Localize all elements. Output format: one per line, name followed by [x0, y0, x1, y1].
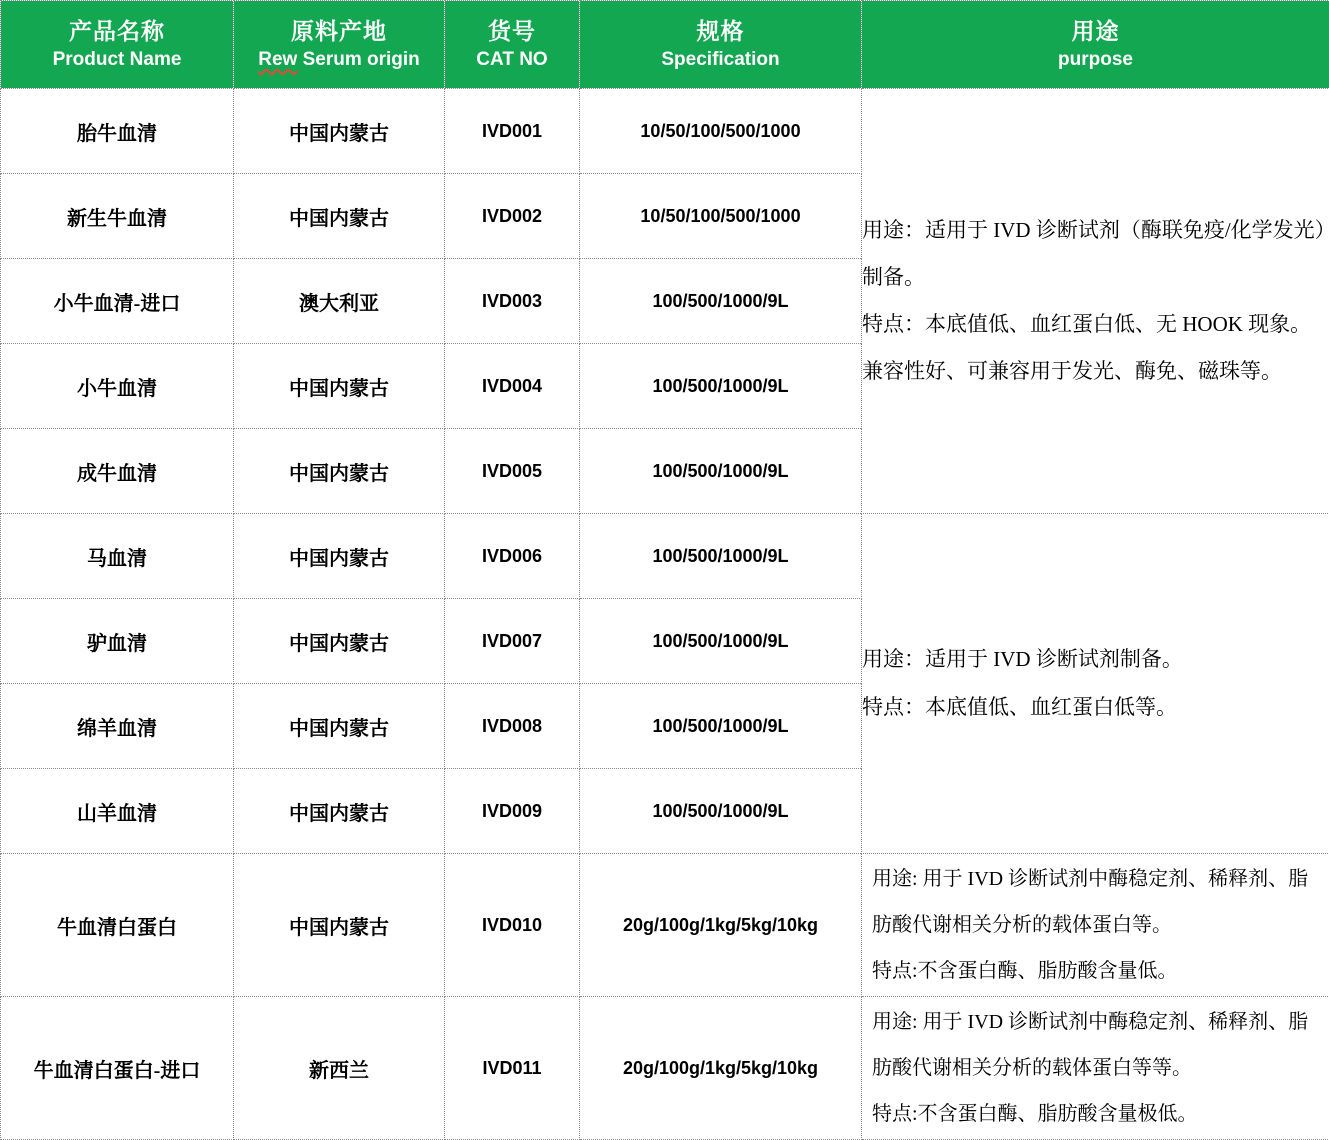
product-name-cell: 小牛血清-进口	[1, 259, 234, 344]
table-row	[1, 854, 1329, 997]
cat-no-cell: IVD009	[445, 769, 580, 854]
purpose-cell-serum-basic	[862, 514, 1329, 854]
header-product-name-en: Product Name	[1, 47, 233, 73]
purpose-usage-text: 用途：适用于 IVD 诊断试剂（酶联免疫/化学发光）制备。	[862, 207, 1329, 302]
spec-cell: 100/500/1000/9L	[580, 344, 862, 429]
spec-cell: 10/50/100/500/1000	[580, 174, 862, 259]
header-specification-zh: 规格	[580, 17, 861, 47]
table-row	[1, 89, 1329, 174]
purpose-usage-text: 用途：适用于 IVD 诊断试剂制备。	[862, 636, 1329, 683]
purpose-cell-bsa-import	[862, 997, 1329, 1140]
cat-no-cell: IVD011	[445, 997, 580, 1140]
product-name-cell: 牛血清白蛋白	[1, 854, 234, 997]
origin-cell: 中国内蒙古	[234, 429, 445, 514]
header-origin-en-rest: Serum origin	[303, 49, 420, 70]
header-specification	[580, 1, 862, 89]
purpose-usage-text: 用途: 用于 IVD 诊断试剂中酶稳定剂、稀释剂、脂肪酸代谢相关分析的载体蛋白等。	[872, 856, 1323, 948]
origin-cell: 新西兰	[234, 997, 445, 1140]
cat-no-cell: IVD008	[445, 684, 580, 769]
origin-cell: 中国内蒙古	[234, 344, 445, 429]
header-purpose-en: purpose	[862, 47, 1329, 73]
origin-cell: 中国内蒙古	[234, 684, 445, 769]
product-name-cell: 绵羊血清	[1, 684, 234, 769]
product-name-cell: 新生牛血清	[1, 174, 234, 259]
purpose-feature-text: 特点:不含蛋白酶、脂肪酸含量极低。	[872, 1091, 1323, 1137]
purpose-feature-text: 特点：本底值低、血红蛋白低、无 HOOK 现象。兼容性好、可兼容用于发光、酶免、磁珠等。	[862, 301, 1329, 396]
product-name-cell: 牛血清白蛋白-进口	[1, 997, 234, 1140]
origin-cell: 中国内蒙古	[234, 174, 445, 259]
table-row	[1, 997, 1329, 1140]
spec-cell: 100/500/1000/9L	[580, 769, 862, 854]
spec-cell: 100/500/1000/9L	[580, 514, 862, 599]
cat-no-cell: IVD001	[445, 89, 580, 174]
spec-cell: 10/50/100/500/1000	[580, 89, 862, 174]
header-purpose-zh: 用途	[862, 17, 1329, 47]
cat-no-cell: IVD010	[445, 854, 580, 997]
header-origin-zh: 原料产地	[234, 17, 444, 47]
cat-no-cell: IVD007	[445, 599, 580, 684]
origin-cell: 中国内蒙古	[234, 599, 445, 684]
spec-cell: 100/500/1000/9L	[580, 684, 862, 769]
header-cat-no	[445, 1, 580, 89]
purpose-cell-bsa	[862, 854, 1329, 997]
origin-cell: 中国内蒙古	[234, 514, 445, 599]
product-name-cell: 小牛血清	[1, 344, 234, 429]
header-origin-en	[234, 47, 444, 73]
table-row	[1, 514, 1329, 599]
spec-cell: 100/500/1000/9L	[580, 599, 862, 684]
spellcheck-underlined-word: Rew	[258, 49, 297, 70]
header-product-name-zh: 产品名称	[1, 17, 233, 47]
origin-cell: 中国内蒙古	[234, 854, 445, 997]
header-row	[1, 1, 1329, 89]
header-cat-no-zh: 货号	[445, 17, 579, 47]
origin-cell: 中国内蒙古	[234, 89, 445, 174]
purpose-usage-text: 用途: 用于 IVD 诊断试剂中酶稳定剂、稀释剂、脂肪酸代谢相关分析的载体蛋白等等。	[872, 999, 1323, 1091]
header-product-name	[1, 1, 234, 89]
product-name-cell: 马血清	[1, 514, 234, 599]
header-cat-no-en: CAT NO	[445, 47, 579, 73]
purpose-feature-text: 特点:不含蛋白酶、脂肪酸含量低。	[872, 948, 1323, 994]
product-name-cell: 驴血清	[1, 599, 234, 684]
origin-cell: 中国内蒙古	[234, 769, 445, 854]
cat-no-cell: IVD002	[445, 174, 580, 259]
product-name-cell: 成牛血清	[1, 429, 234, 514]
header-purpose	[862, 1, 1329, 89]
purpose-cell-serum-elisa	[862, 89, 1329, 514]
header-specification-en: Specification	[580, 47, 861, 73]
cat-no-cell: IVD004	[445, 344, 580, 429]
spec-cell: 100/500/1000/9L	[580, 429, 862, 514]
spec-cell: 20g/100g/1kg/5kg/10kg	[580, 997, 862, 1140]
product-name-cell: 山羊血清	[1, 769, 234, 854]
product-name-cell: 胎牛血清	[1, 89, 234, 174]
cat-no-cell: IVD005	[445, 429, 580, 514]
cat-no-cell: IVD003	[445, 259, 580, 344]
origin-cell: 澳大利亚	[234, 259, 445, 344]
header-origin	[234, 1, 445, 89]
spec-cell: 20g/100g/1kg/5kg/10kg	[580, 854, 862, 997]
purpose-feature-text: 特点：本底值低、血红蛋白低等。	[862, 684, 1329, 731]
cat-no-cell: IVD006	[445, 514, 580, 599]
spec-cell: 100/500/1000/9L	[580, 259, 862, 344]
